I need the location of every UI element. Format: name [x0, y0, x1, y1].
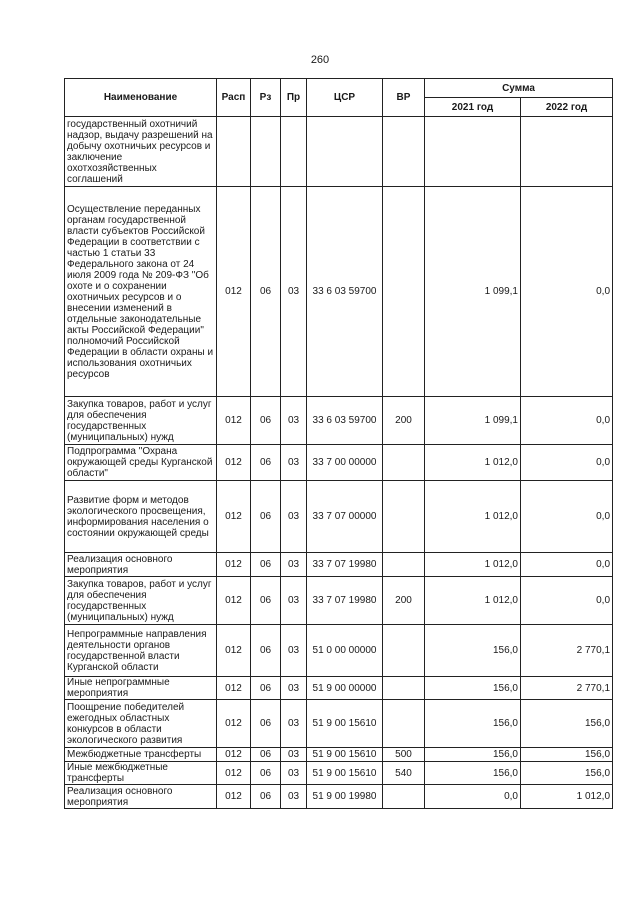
header-2021: 2021 год	[425, 98, 521, 117]
row-rz: 06	[251, 762, 281, 785]
row-vr	[383, 677, 425, 700]
row-rz: 06	[251, 577, 281, 625]
row-vr	[383, 785, 425, 809]
row-name: Закупка товаров, работ и услуг для обеспечения государственных (муниципальных) нужд	[65, 397, 217, 445]
row-csr: 51 9 00 15610	[307, 748, 383, 762]
page-number: 260	[310, 54, 330, 66]
row-sum-2021: 1 012,0	[425, 577, 521, 625]
row-sum-2021: 0,0	[425, 785, 521, 809]
table-row	[65, 481, 613, 553]
row-rz	[251, 117, 281, 187]
header-pr: Пр	[281, 79, 307, 117]
row-pr: 03	[281, 397, 307, 445]
row-rasp: 012	[217, 187, 251, 397]
row-sum-2022: 1 012,0	[521, 785, 613, 809]
row-sum-2022: 0,0	[521, 577, 613, 625]
row-rasp: 012	[217, 748, 251, 762]
header-csr: ЦСР	[307, 79, 383, 117]
row-pr: 03	[281, 762, 307, 785]
row-name: Реализация основного мероприятия	[65, 785, 217, 809]
table-row	[65, 748, 613, 762]
row-pr	[281, 117, 307, 187]
row-rasp: 012	[217, 481, 251, 553]
row-vr: 200	[383, 577, 425, 625]
row-sum-2022: 0,0	[521, 445, 613, 481]
row-csr: 51 9 00 15610	[307, 762, 383, 785]
row-vr: 540	[383, 762, 425, 785]
row-sum-2021: 156,0	[425, 677, 521, 700]
table-row	[65, 187, 613, 397]
row-pr: 03	[281, 187, 307, 397]
row-csr: 51 9 00 19980	[307, 785, 383, 809]
row-vr	[383, 481, 425, 553]
row-name: Иные межбюджетные трансферты	[65, 762, 217, 785]
header-vr: ВР	[383, 79, 425, 117]
row-sum-2021: 1 012,0	[425, 445, 521, 481]
row-sum-2021: 156,0	[425, 700, 521, 748]
table-row	[65, 762, 613, 785]
row-sum-2021	[425, 117, 521, 187]
row-rasp: 012	[217, 445, 251, 481]
row-csr: 33 6 03 59700	[307, 397, 383, 445]
row-rasp: 012	[217, 762, 251, 785]
row-rz: 06	[251, 700, 281, 748]
row-rz: 06	[251, 625, 281, 677]
row-name: Закупка товаров, работ и услуг для обеспечения государственных (муниципальных) нужд	[65, 577, 217, 625]
row-pr: 03	[281, 577, 307, 625]
row-name: Непрограммные направления деятельности органов государственной власти Курганской области	[65, 625, 217, 677]
row-csr: 33 7 07 19980	[307, 553, 383, 577]
table-row	[65, 577, 613, 625]
row-vr	[383, 700, 425, 748]
header-sum: Сумма	[425, 79, 613, 98]
row-csr: 51 9 00 15610	[307, 700, 383, 748]
row-rz: 06	[251, 481, 281, 553]
row-pr: 03	[281, 625, 307, 677]
row-rz: 06	[251, 553, 281, 577]
row-pr: 03	[281, 481, 307, 553]
row-name: Реализация основного мероприятия	[65, 553, 217, 577]
row-sum-2022	[521, 117, 613, 187]
table-row	[65, 677, 613, 700]
table-row	[65, 553, 613, 577]
row-rasp: 012	[217, 397, 251, 445]
row-rz: 06	[251, 397, 281, 445]
row-csr: 33 7 07 00000	[307, 481, 383, 553]
row-rasp: 012	[217, 677, 251, 700]
table-row	[65, 700, 613, 748]
row-rasp: 012	[217, 577, 251, 625]
row-vr: 500	[383, 748, 425, 762]
row-pr: 03	[281, 785, 307, 809]
row-name: Межбюджетные трансферты	[65, 748, 217, 762]
row-sum-2021: 156,0	[425, 762, 521, 785]
row-vr	[383, 553, 425, 577]
row-sum-2021: 1 099,1	[425, 187, 521, 397]
row-rasp	[217, 117, 251, 187]
header-name: Наименование	[65, 79, 217, 117]
row-rz: 06	[251, 748, 281, 762]
row-vr: 200	[383, 397, 425, 445]
row-sum-2022: 2 770,1	[521, 677, 613, 700]
row-sum-2022: 0,0	[521, 553, 613, 577]
row-sum-2022: 156,0	[521, 700, 613, 748]
row-pr: 03	[281, 748, 307, 762]
row-vr	[383, 187, 425, 397]
row-csr: 51 0 00 00000	[307, 625, 383, 677]
row-name: государственный охотничий надзор, выдачу разрешений на добычу охотничьих ресурсов и заключение охотхозяйственных соглашений	[65, 117, 217, 187]
row-pr: 03	[281, 553, 307, 577]
row-rz: 06	[251, 677, 281, 700]
row-sum-2022: 0,0	[521, 187, 613, 397]
row-rz: 06	[251, 785, 281, 809]
row-vr	[383, 625, 425, 677]
row-sum-2022: 0,0	[521, 397, 613, 445]
row-sum-2021: 1 012,0	[425, 553, 521, 577]
table-row	[65, 117, 613, 187]
row-csr: 33 7 07 19980	[307, 577, 383, 625]
row-rasp: 012	[217, 785, 251, 809]
row-sum-2021: 156,0	[425, 748, 521, 762]
row-sum-2021: 156,0	[425, 625, 521, 677]
row-pr: 03	[281, 445, 307, 481]
table-row	[65, 445, 613, 481]
row-name: Подпрограмма "Охрана окружающей среды Курганской области"	[65, 445, 217, 481]
header-2022: 2022 год	[521, 98, 613, 117]
table-row	[65, 397, 613, 445]
row-pr: 03	[281, 677, 307, 700]
row-rasp: 012	[217, 625, 251, 677]
header-rasp: Расп	[217, 79, 251, 117]
row-csr: 33 7 00 00000	[307, 445, 383, 481]
header-rz: Рз	[251, 79, 281, 117]
row-pr: 03	[281, 700, 307, 748]
table-body	[65, 117, 613, 809]
row-csr	[307, 117, 383, 187]
row-rz: 06	[251, 445, 281, 481]
table-row	[65, 625, 613, 677]
row-vr	[383, 445, 425, 481]
row-csr: 33 6 03 59700	[307, 187, 383, 397]
row-sum-2021: 1 099,1	[425, 397, 521, 445]
row-sum-2022: 156,0	[521, 748, 613, 762]
row-sum-2021: 1 012,0	[425, 481, 521, 553]
row-rz: 06	[251, 187, 281, 397]
row-sum-2022: 156,0	[521, 762, 613, 785]
row-vr	[383, 117, 425, 187]
row-sum-2022: 2 770,1	[521, 625, 613, 677]
row-name: Осуществление переданных органам государственной власти субъектов Российской Федерации в соответствии с частью 1 статьи 33 Федерального закона от 24 июля 2009 года № 209-ФЗ "Об охоте и о сохранении охотничьих ресурсов и о внесении изменений в отдельные законодательные акты Российской Федерации" полномочий Российской Федерации в области охраны и использования охотничьих ресурсов	[65, 187, 217, 397]
budget-table	[64, 78, 613, 809]
row-name: Развитие форм и методов экологического просвещения, информирования населения о состоянии окружающей среды	[65, 481, 217, 553]
table-row	[65, 785, 613, 809]
row-rasp: 012	[217, 553, 251, 577]
row-name: Иные непрограммные мероприятия	[65, 677, 217, 700]
row-name: Поощрение победителей ежегодных областных конкурсов в области экологического развития	[65, 700, 217, 748]
row-rasp: 012	[217, 700, 251, 748]
row-csr: 51 9 00 00000	[307, 677, 383, 700]
row-sum-2022: 0,0	[521, 481, 613, 553]
